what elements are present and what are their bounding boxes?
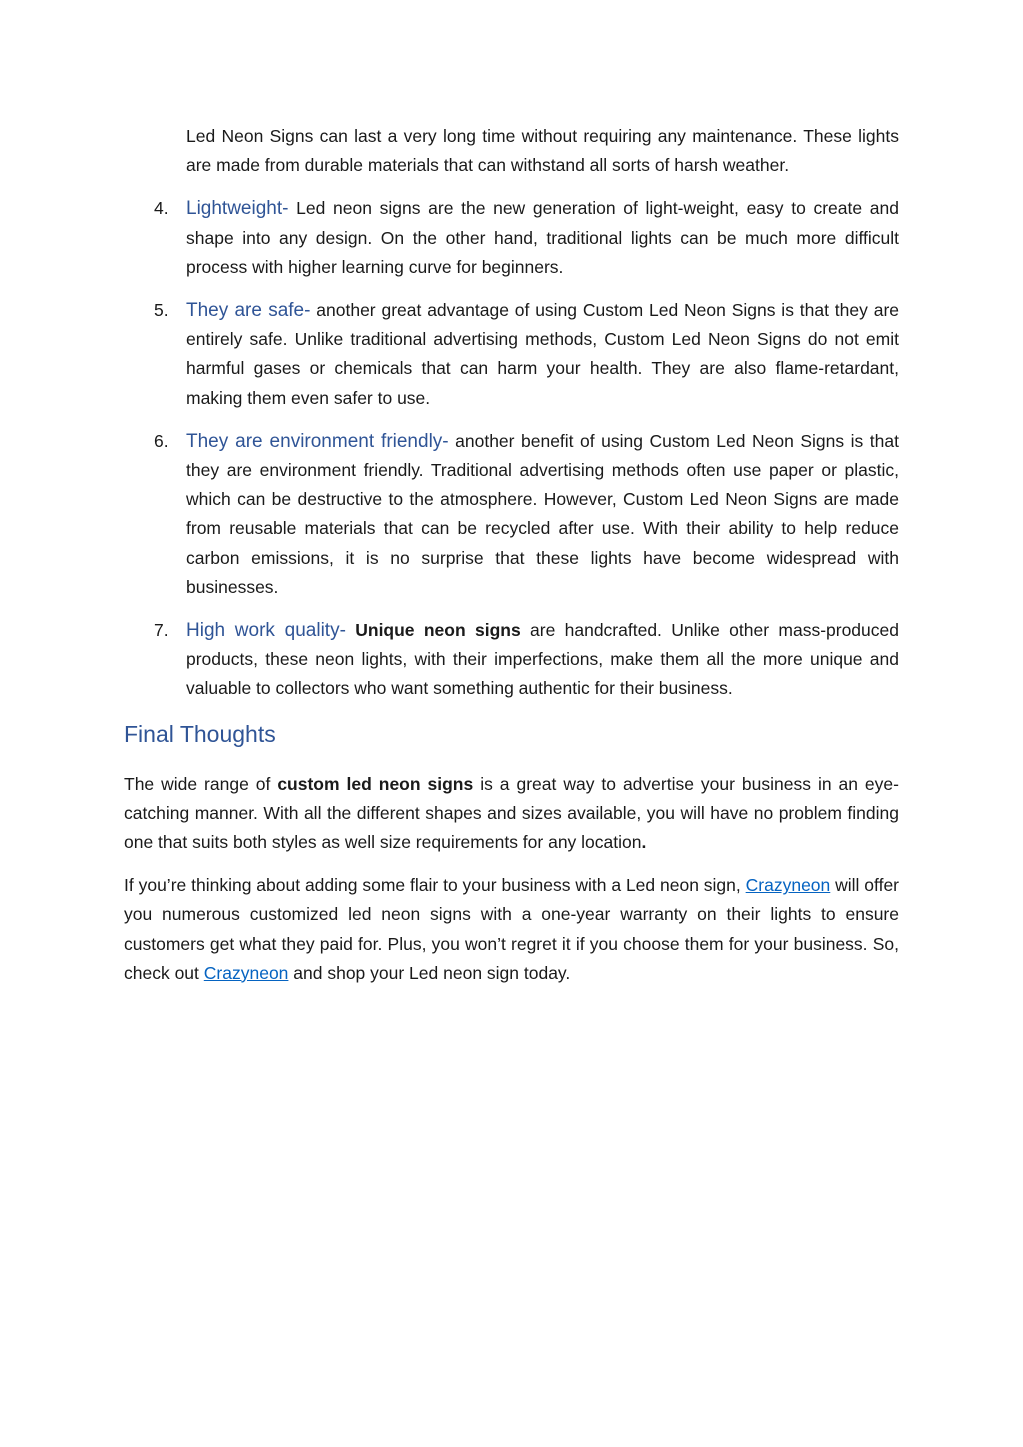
list-item-text (186, 194, 899, 282)
list-number: 5. (154, 300, 169, 321)
item-body: Led neon signs are the new generation of light-weight, easy to create and shape into any design. On the other hand, traditional lights can be much more difficult process with higher learning curve for beginners. (186, 198, 899, 277)
item-body: are handcrafted. Unlike other mass-produced products, these neon lights, with their imperfections, make them all the more unique and valuable to collectors who want something authentic for their business. (186, 620, 899, 699)
p2-middle: will offer you numerous customized led neon signs with a one-year warranty on their lights to ensure customers get what they paid for. Plus, you won’t regret it if you choose them for your business. So, check out (124, 875, 900, 983)
list-item-text (186, 296, 899, 413)
p2-after: and shop your Led neon sign today. (288, 962, 571, 983)
intro-paragraph: Led Neon Signs can last a very long time without requiring any maintenance. These lights are made from durable materials that can withstand all sorts of harsh weather. (186, 126, 899, 176)
list-item-lightweight (124, 194, 899, 282)
list-number: 6. (154, 430, 169, 451)
list-item-text (186, 616, 899, 704)
list-number: 7. (154, 620, 169, 641)
item-title: High work quality (186, 620, 340, 642)
item-title: Lightweight (186, 198, 283, 220)
crazyneon-link-1[interactable]: Crazyneon (745, 875, 831, 896)
list-item-environment (124, 427, 899, 602)
p1-end: . (641, 832, 647, 853)
item-body: another great advantage of using Custom Led Neon Signs is that they are entirely safe. Unlike traditional advertising methods, Custom Led Neon Signs do not emit harmful gases or chemicals that can harm your health. They are also flame-retardant, making them even safer to use. (186, 300, 900, 408)
p1-before: The wide range of (124, 773, 278, 794)
section-heading: Final Thoughts (124, 720, 276, 747)
p2-before: If you’re thinking about adding some flair to your business with a Led neon sign, (124, 875, 746, 896)
item-separator: - (282, 198, 289, 220)
document-page (124, 122, 899, 1002)
final-paragraph-2 (124, 871, 899, 988)
list-item-safe (124, 296, 899, 413)
final-paragraph-1 (124, 770, 899, 858)
item-bold-phrase: Unique neon signs (345, 620, 521, 641)
item-separator: - (339, 620, 346, 642)
item-title: They are safe (186, 300, 305, 322)
item-title: They are environment friendly (186, 430, 443, 452)
p1-bold-phrase: custom led neon signs (277, 773, 474, 794)
p1-after: is a great way to advertise your business in an eye-catching manner. With all the different shapes and sizes available, you will have no problem finding one that suits both styles as well size requirements for any location (124, 773, 899, 853)
item-separator: - (304, 300, 311, 322)
crazyneon-link-2[interactable]: Crazyneon (203, 962, 289, 983)
list-item-text (186, 427, 899, 602)
list-item-quality (124, 616, 899, 704)
list-number: 4. (154, 198, 169, 219)
item-body: another benefit of using Custom Led Neon Signs is that they are environment friendly. Traditional advertising methods often use paper or plastic, which can be destructive to the atmosphere. However, Custom Led Neon Signs are made from reusable materials that can be recycled after use. With their ability to help reduce carbon emissions, it is no surprise that these lights have become widespread with businesses. (186, 430, 899, 597)
item-separator: - (442, 430, 449, 452)
